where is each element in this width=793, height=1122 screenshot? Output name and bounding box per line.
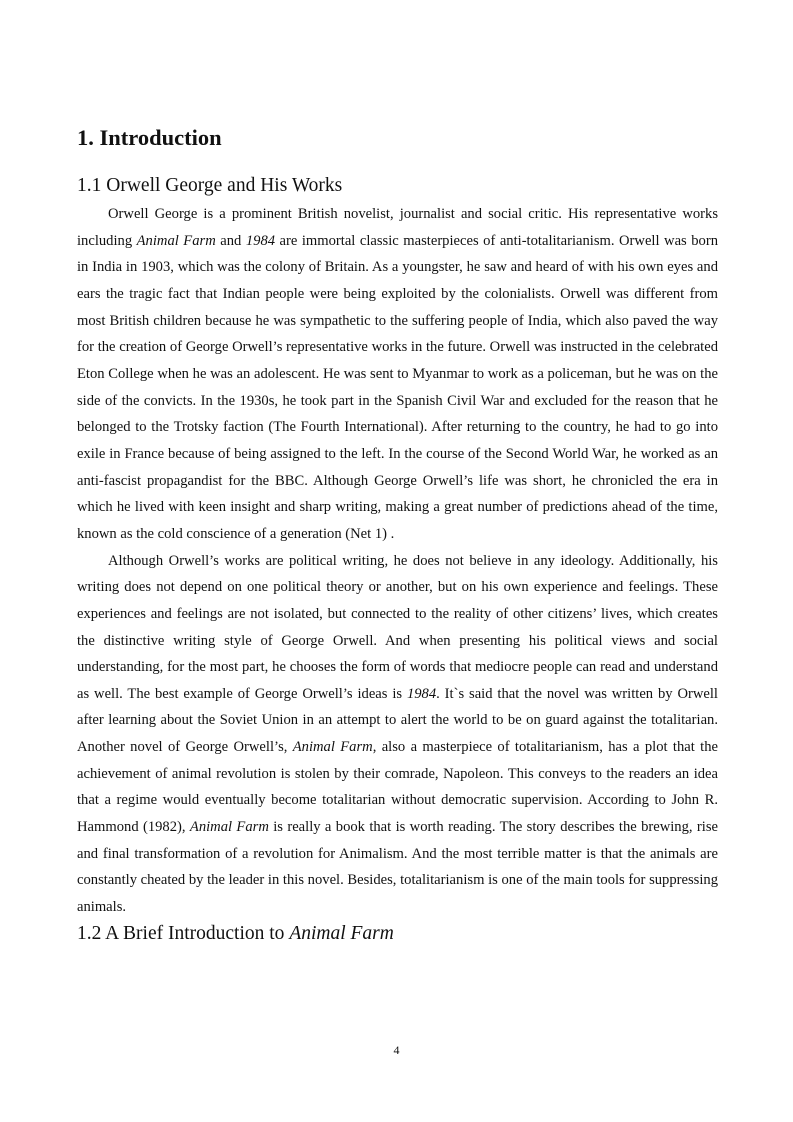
paragraph-1 <box>77 201 718 548</box>
paragraph-text: Orwell George is a prominent British novelist, journalist and social critic. His representative works including <box>77 206 718 249</box>
italic-title-text: Animal Farm <box>136 232 216 249</box>
paragraph-text: Although Orwell’s works are political writing, he does not believe in any ideology. Additionally, his writing does not depend on one political theory or another, but on his own experience and feelings. These experiences and feelings are not isolated, but connected to the reality of other citizens’ lives, which creates the distinctive writing style of George Orwell. And when presenting his political views and social understanding, for the most part, he chooses the form of words that mediocre people can read and understand as well. The best example of George Orwell’s ideas is <box>77 552 718 702</box>
section-heading-1-2-title: Animal Farm <box>289 922 394 944</box>
italic-title-text: Animal Farm <box>189 819 269 836</box>
page-number: 4 <box>393 1043 400 1057</box>
italic-title-text: 1984 <box>245 232 276 249</box>
paragraph-2 <box>77 548 718 921</box>
paragraph-text: are immortal classic masterpieces of anti-totalitarianism. Orwell was born in India in 1903, which was the colony of Britain. As a youngster, he saw and heard of with his own eyes and ears the tragic fact that Indian people were being exploited by the colonialists. Orwell was different from most British children because he was sympathetic to the suffering people of India, which also paved the way for the creation of George Orwell’s representative works in the future. Orwell was instructed in the celebrated Eton College when he was an adolescent. He was sent to Myanmar to work as a policeman, but he was on the side of the convicts. In the 1930s, he took part in the Spanish Civil War and excluded for the reason that he belonged to the Trotsky faction (The Fourth International). After returning to the country, he had to go into exile in France because of being assigned to the left. In the course of the Second World War, he worked as an anti-fascist propagandist for the BBC. Although George Orwell’s life was short, he chronicled the era in which he lived with keen insight and sharp writing, making a great number of predictions ahead of the time, known as the cold conscience of a generation (Net 1) . <box>77 232 718 542</box>
section-heading-1-2 <box>77 921 718 947</box>
section-heading-1-2-prefix: 1.2 A Brief Introduction to <box>77 922 290 944</box>
paragraph-text: . It`s said that the novel was written by Orwell after learning about the Soviet Union in an attempt to alert the world to be on guard against the totalitarian. Another novel of George Orwell’s, <box>77 685 718 756</box>
section-heading-1-1: 1.1 Orwell George and His Works <box>77 175 343 196</box>
italic-title-text: Animal Farm <box>292 739 373 756</box>
italic-title-text: 1984 <box>406 685 437 702</box>
paragraph-text: and <box>215 232 246 249</box>
paragraph-text: , also a masterpiece of totalitarianism, has a plot that the achievement of animal revolution is stolen by their comrade, Napoleon. This conveys to the readers an idea that a regime would eventually become totalitarian without democratic supervision. According to John R. Hammond (1982), <box>77 739 718 836</box>
chapter-title: 1. Introduction <box>77 125 222 150</box>
page-content <box>77 120 718 947</box>
paragraph-text: is really a book that is worth reading. The story describes the brewing, rise and final transformation of a revolution for Animalism. And the most terrible matter is that the animals are constantly cheated by the leader in this novel. Besides, totalitarianism is one of the main tools for suppressing animals. <box>77 819 718 916</box>
